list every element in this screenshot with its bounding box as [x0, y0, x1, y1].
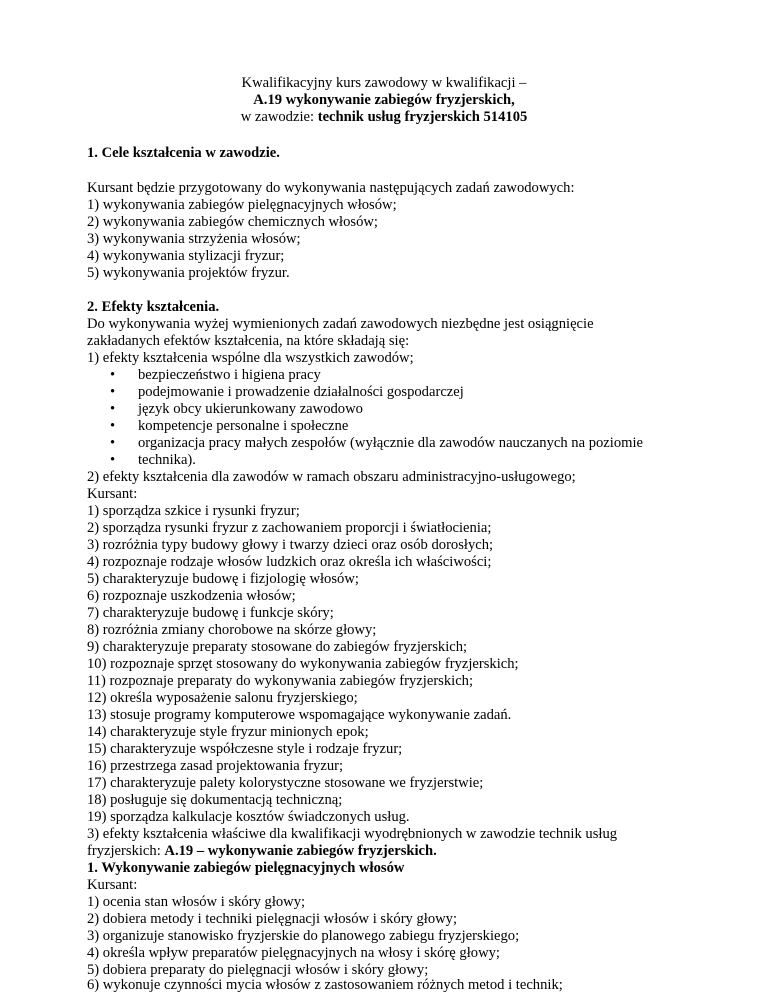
section-1-item: 4) wykonywania stylizacji fryzur;: [87, 248, 285, 264]
bullet-text: kompetencje personalne i społeczne: [138, 418, 349, 434]
area-item: 2) sporządza rysunki fryzur z zachowaniem proporcji i światłocienia;: [87, 520, 492, 536]
bullet-icon: •: [110, 367, 116, 383]
header-line-2: A.19 wykonywanie zabiegów fryzjerskich,: [253, 92, 515, 108]
area-effects-header: 2) efekty kształcenia dla zawodów w ramach obszaru administracyjno-usługowego;: [87, 469, 576, 485]
sub-item: 6) wykonuje czynności mycia włosów z zastosowaniem różnych metod i technik;: [87, 977, 563, 993]
area-item: 13) stosuje programy komputerowe wspomagające wykonywanie zadań.: [87, 707, 512, 723]
area-item: 3) rozróżnia typy budowy głowy i twarzy dzieci oraz osób dorosłych;: [87, 537, 494, 553]
section-1-item: 1) wykonywania zabiegów pielęgnacyjnych włosów;: [87, 197, 397, 213]
specific-effects-bold: A.19 – wykonywanie zabiegów fryzjerskich.: [164, 843, 437, 859]
bullet-text: język obcy ukierunkowany zawodowo: [138, 401, 363, 417]
section-1-title: 1. Cele kształcenia w zawodzie.: [87, 145, 280, 161]
section-2-intro-1: Do wykonywania wyżej wymienionych zadań zawodowych niezbędne jest osiągnięcie: [87, 316, 594, 332]
area-item: 14) charakteryzuje style fryzur minionych epok;: [87, 724, 369, 740]
section-1-intro: Kursant będzie przygotowany do wykonywania następujących zadań zawodowych:: [87, 180, 575, 196]
subsection-title: 1. Wykonywanie zabiegów pielęgnacyjnych włosów: [87, 860, 405, 876]
kursant-label: Kursant:: [87, 486, 138, 502]
area-item: 19) sporządza kalkulacje kosztów świadczonych usług.: [87, 809, 410, 825]
section-1-item: 3) wykonywania strzyżenia włosów;: [87, 231, 301, 247]
bullet-item: [110, 367, 321, 384]
bullet-text: technika).: [138, 452, 196, 468]
specific-effects-line-2: [87, 843, 437, 860]
header-line-3: [0, 109, 768, 126]
area-item: 15) charakteryzuje współczesne style i rodzaje fryzur;: [87, 741, 403, 757]
bullet-text: bezpieczeństwo i higiena pracy: [138, 367, 321, 383]
header-line-1: Kwalifikacyjny kurs zawodowy w kwalifikacji –: [241, 75, 527, 91]
area-item: 11) rozpoznaje preparaty do wykonywania zabiegów fryzjerskich;: [87, 673, 474, 689]
area-item: 1) sporządza szkice i rysunki fryzur;: [87, 503, 300, 519]
area-item: 6) rozpoznaje uszkodzenia włosów;: [87, 588, 296, 604]
specific-effects-prefix: fryzjerskich:: [87, 843, 165, 859]
bullet-text: podejmowanie i prowadzenie działalności gospodarczej: [138, 384, 464, 400]
section-1-item: 2) wykonywania zabiegów chemicznych włosów;: [87, 214, 378, 230]
area-item: 5) charakteryzuje budowę i fizjologię włosów;: [87, 571, 359, 587]
area-item: 16) przestrzega zasad projektowania fryzur;: [87, 758, 344, 774]
bullet-item: [110, 384, 464, 401]
header-line-3-bold: technik usług fryzjerskich 514105: [317, 109, 528, 125]
section-2-title: 2. Efekty kształcenia.: [87, 299, 220, 315]
section-1-item: 5) wykonywania projektów fryzur.: [87, 265, 290, 281]
area-item: 8) rozróżnia zmiany chorobowe na skórze głowy;: [87, 622, 377, 638]
sub-item: 1) ocenia stan włosów i skóry głowy;: [87, 894, 306, 910]
bullet-icon: •: [110, 401, 116, 417]
bullet-item: [110, 401, 363, 418]
bullet-icon: •: [110, 452, 116, 468]
sub-item: 5) dobiera preparaty do pielęgnacji włosów i skóry głowy;: [87, 962, 429, 978]
sub-item: 4) określa wpływ preparatów pielęgnacyjnych na włosy i skórę głowy;: [87, 945, 500, 961]
sub-item: 3) organizuje stanowisko fryzjerskie do planowego zabiegu fryzjerskiego;: [87, 928, 520, 944]
bullet-text: organizacja pracy małych zespołów (wyłącznie dla zawodów nauczanych na poziomie: [138, 435, 644, 451]
area-item: 17) charakteryzuje palety kolorystyczne stosowane we fryzjerstwie;: [87, 775, 484, 791]
area-item: 12) określa wyposażenie salonu fryzjerskiego;: [87, 690, 358, 706]
specific-effects-line-1: 3) efekty kształcenia właściwe dla kwalifikacji wyodrębnionych w zawodzie technik usług: [87, 826, 618, 842]
sub-item: 2) dobiera metody i techniki pielęgnacji włosów i skóry głowy;: [87, 911, 458, 927]
area-item: 18) posługuje się dokumentacją techniczną;: [87, 792, 343, 808]
section-2-intro-2: zakładanych efektów kształcenia, na które składają się:: [87, 333, 410, 349]
area-item: 7) charakteryzuje budowę i funkcje skóry;: [87, 605, 334, 621]
bullet-icon: •: [110, 384, 116, 400]
common-effects-header: 1) efekty kształcenia wspólne dla wszystkich zawodów;: [87, 350, 414, 366]
area-item: 4) rozpoznaje rodzaje włosów ludzkich oraz określa ich właściwości;: [87, 554, 492, 570]
area-item: 10) rozpoznaje sprzęt stosowany do wykonywania zabiegów fryzjerskich;: [87, 656, 519, 672]
kursant-label: Kursant:: [87, 877, 138, 893]
bullet-icon: •: [110, 418, 116, 434]
bullet-item: [110, 418, 348, 435]
area-item: 9) charakteryzuje preparaty stosowane do zabiegów fryzjerskich;: [87, 639, 468, 655]
bullet-item: [110, 452, 196, 469]
bullet-item: [110, 435, 643, 452]
bullet-icon: •: [110, 435, 116, 451]
header-line-3-prefix: w zawodzie:: [240, 109, 318, 125]
